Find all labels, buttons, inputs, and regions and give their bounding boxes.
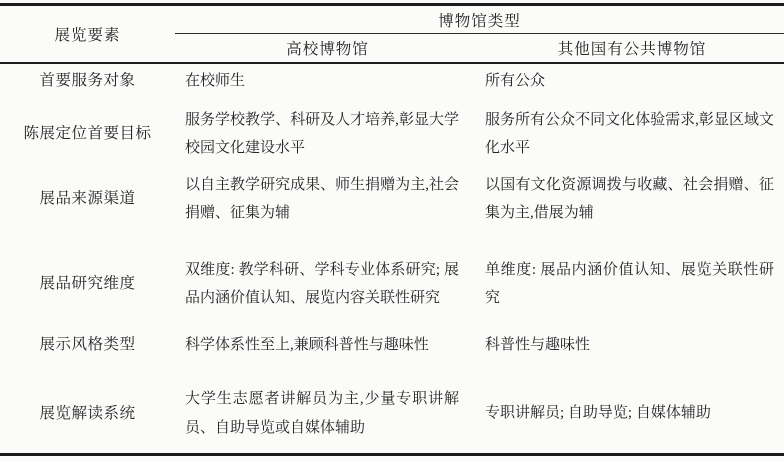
cell-public-museum: 所有公众 xyxy=(485,73,546,89)
table-row xyxy=(0,252,784,322)
table-row xyxy=(0,169,784,252)
header-exhibition-elements: 展览要素 xyxy=(54,27,121,44)
row-label: 展示风格类型 xyxy=(39,335,136,353)
header-museum-type-group xyxy=(175,6,784,62)
cell-public-museum: 单维度: 展品内涵价值认知、展览关联性研究 xyxy=(485,261,774,306)
cell-public-museum: 服务所有公众不同文化体验需求,彰显区域文化水平 xyxy=(485,111,774,156)
cell-public-museum: 专职讲解员; 自助导览; 自媒体辅助 xyxy=(485,405,711,422)
row-label: 首要服务对象 xyxy=(39,72,136,90)
row-label: 展品来源渠道 xyxy=(39,190,136,207)
header-museum-type: 博物馆类型 xyxy=(175,6,784,34)
cell-university-museum: 双维度: 教学科研、学科专业体系研究; 展品内涵价值认知、展览内容关联性研究 xyxy=(185,261,459,306)
cell-university-museum: 在校师生 xyxy=(185,73,246,89)
cell-public-museum: 以国有文化资源调拨与收藏、社会捐赠、征集为主,借展为辅 xyxy=(485,176,774,221)
table-row xyxy=(0,99,784,169)
header-university-museum: 高校博物馆 xyxy=(286,41,369,58)
row-label: 展览解读系统 xyxy=(39,404,136,422)
cell-university-museum: 大学生志愿者讲解员为主,少量专职讲解员、自助导览或自媒体辅助 xyxy=(185,391,459,436)
cell-university-museum: 科学体系性至上,兼顾科普性与趣味性 xyxy=(185,336,429,353)
header-subcolumns xyxy=(175,34,784,62)
table-header xyxy=(0,6,784,64)
table-row xyxy=(0,322,784,385)
header-public-museum: 其他国有公共博物馆 xyxy=(557,41,707,58)
cell-university-museum: 以自主教学研究成果、师生捐赠为主,社会捐赠、征集为辅 xyxy=(185,176,459,221)
table-row xyxy=(0,64,784,99)
table-row xyxy=(0,384,784,453)
comparison-table xyxy=(0,3,784,456)
row-label: 陈展定位首要目标 xyxy=(23,125,152,142)
cell-public-museum: 科普性与趣味性 xyxy=(485,336,591,353)
row-label: 展品研究维度 xyxy=(39,275,136,292)
cell-university-museum: 服务学校教学、科研及人才培养,彰显大学校园文化建设水平 xyxy=(185,111,459,156)
